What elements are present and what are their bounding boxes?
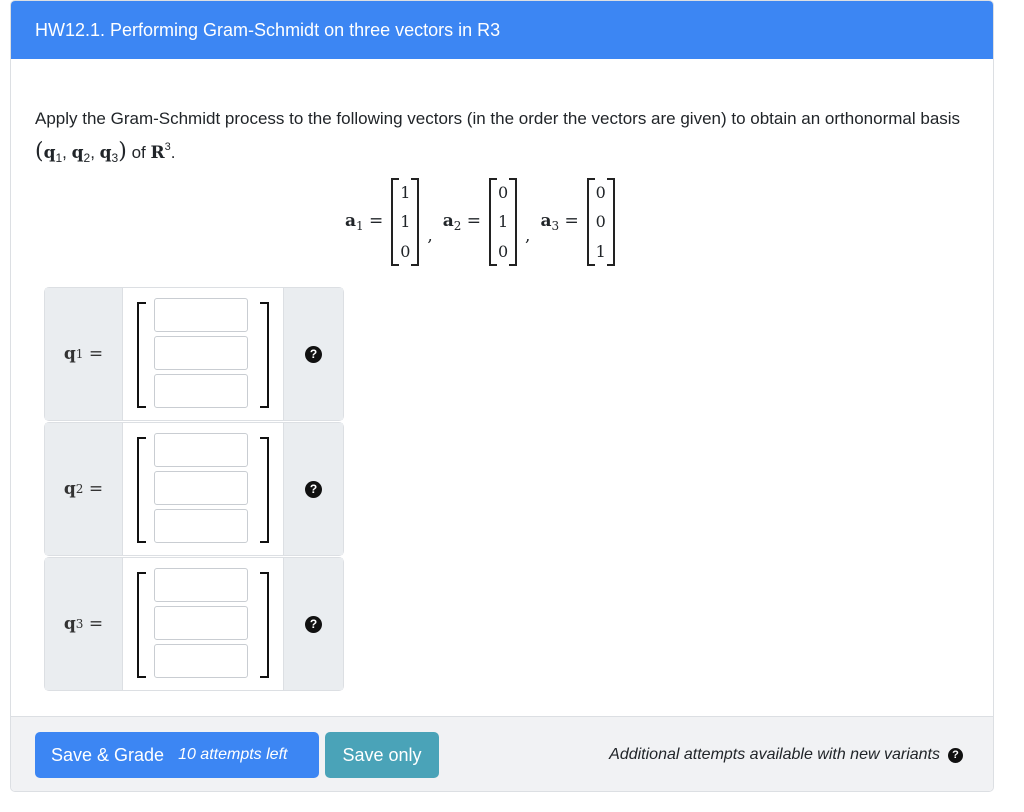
q3-entry-1-input[interactable] bbox=[154, 568, 248, 602]
q2-entry-1-input[interactable] bbox=[154, 433, 248, 467]
q3-entry-3-input[interactable] bbox=[154, 644, 248, 678]
question-circle-icon[interactable]: ? bbox=[305, 616, 322, 633]
q3-entry-2-input[interactable] bbox=[154, 606, 248, 640]
q2-entry-3-input[interactable] bbox=[154, 509, 248, 543]
given-vectors: $a_1$ = 1 1 0 , $a_2$ = 0 1 0 , $a_3$ = 0 0 1 bbox=[345, 175, 615, 269]
question-card bbox=[10, 0, 994, 792]
answer-label-q2: q 2 = bbox=[45, 423, 123, 555]
question-footer bbox=[11, 716, 993, 792]
q2-entry-2-input[interactable] bbox=[154, 471, 248, 505]
question-circle-icon[interactable]: ? bbox=[305, 346, 322, 363]
answer-label-q3: q 3 = bbox=[45, 558, 123, 690]
vector-a2: 0 1 0 bbox=[489, 178, 517, 266]
save-only-button[interactable]: Save only bbox=[325, 732, 439, 778]
attempts-left: 10 attempts left bbox=[178, 746, 288, 763]
q1-entry-1-input[interactable] bbox=[154, 298, 248, 332]
vector-label-a2: $a_2$ = bbox=[442, 211, 482, 233]
vector-a3: 0 0 1 bbox=[587, 178, 615, 266]
answer-label-q1: q 1 = bbox=[45, 288, 123, 420]
answer-row-q3 bbox=[44, 557, 344, 691]
answer-row-q2 bbox=[44, 422, 344, 556]
question-circle-icon[interactable]: ? bbox=[305, 481, 322, 498]
question-title: HW12.1. Performing Gram-Schmidt on three vectors in R3 bbox=[11, 1, 993, 59]
question-circle-icon[interactable]: ? bbox=[948, 748, 963, 763]
answer-row-q1 bbox=[44, 287, 344, 421]
attempts-note: Additional attempts available with new variants ? bbox=[609, 746, 963, 764]
q1-entry-3-input[interactable] bbox=[154, 374, 248, 408]
vector-label-a1: $a_1$ = bbox=[345, 211, 384, 233]
answer-grid bbox=[44, 287, 344, 692]
vector-label-a3: $a_3$ = bbox=[540, 211, 579, 233]
save-and-grade-button[interactable]: Save & Grade 10 attempts left bbox=[35, 732, 319, 778]
vector-a1: 1 1 0 bbox=[391, 178, 419, 266]
q1-entry-2-input[interactable] bbox=[154, 336, 248, 370]
question-prompt: Apply the Gram-Schmidt process to the following vectors (in the order the vectors are given) to obtain an orthonormal basis ($q_1$, $q_2$, $q_3$) of $R^3$. bbox=[35, 109, 961, 165]
